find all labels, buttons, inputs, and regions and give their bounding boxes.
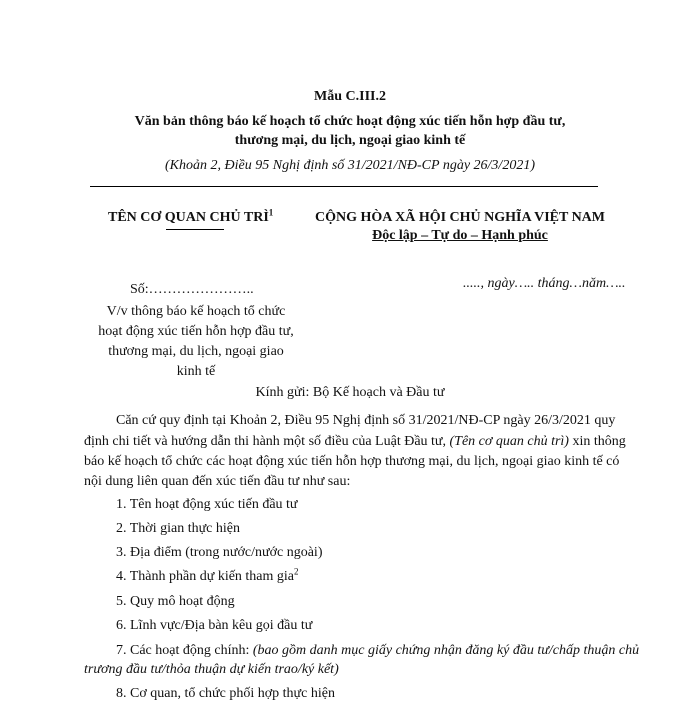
intro-line4: nội dung liên quan đến xúc tiến đầu tư như sau: — [84, 474, 351, 489]
item-6: 6. Lĩnh vực/Địa bàn kêu gọi đầu tư — [116, 618, 313, 633]
intro-line2-tail: xin thông — [568, 434, 626, 449]
item-7-note-line1: (bao gồm danh mục giấy chứng nhận đăng ký đầu tư/chấp thuận chủ — [252, 643, 640, 658]
subject-line1: V/v thông báo kế hoạch tổ chức — [106, 304, 286, 319]
subject-block — [84, 302, 308, 382]
header-divider — [90, 186, 598, 187]
org-name-block — [108, 207, 274, 226]
item-8: 8. Cơ quan, tổ chức phối hợp thực hiện — [116, 686, 335, 701]
subject-line3: thương mại, du lịch, ngoại giao — [108, 344, 284, 359]
item-2: 2. Thời gian thực hiện — [116, 521, 240, 536]
item-4-text: 4. Thành phần dự kiến tham gia — [116, 569, 295, 584]
subject-line2: hoạt động xúc tiến hỗn hợp đầu tư, — [98, 324, 294, 339]
recipient: Kính gửi: Bộ Kế hoạch và Đầu tư — [255, 385, 445, 400]
item-4 — [116, 567, 299, 587]
date-line: ....., ngày….. tháng…năm….. — [463, 276, 626, 291]
intro-line2 — [84, 432, 626, 452]
document-title-line1: Văn bản thông báo kế hoạch tổ chức hoạt động xúc tiến hỗn hợp đầu tư, — [134, 114, 566, 129]
footnote-ref-1: 1 — [268, 207, 274, 218]
org-name: TÊN CƠ QUAN CHỦ TRÌ — [108, 210, 269, 225]
item-5: 5. Quy mô hoạt động — [116, 594, 235, 609]
national-motto: CỘNG HÒA XÃ HỘI CHỦ NGHĨA VIỆT NAM — [314, 210, 605, 225]
intro-org-placeholder: (Tên cơ quan chủ trì) — [449, 434, 569, 449]
intro-line3: báo kế hoạch tổ chức các hoạt động xúc tiến hỗn hợp thương mại, du lịch, ngoại giao kinh tế có — [84, 454, 620, 469]
footnote-ref-2: 2 — [294, 566, 299, 577]
document-number: Số:………………….. — [130, 282, 254, 297]
national-slogan: Độc lập – Tự do – Hạnh phúc — [372, 228, 548, 243]
form-code: Mẫu C.III.2 — [314, 89, 386, 104]
legal-basis: (Khoản 2, Điều 95 Nghị định số 31/2021/NĐ-CP ngày 26/3/2021) — [165, 158, 535, 173]
intro-line2-text: định chi tiết và hướng dẫn thi hành một số điều của Luật Đầu tư, — [84, 434, 450, 449]
document-title-line2: thương mại, du lịch, ngoại giao kinh tế — [234, 133, 466, 148]
item-7-note-line2: trương đầu tư/thỏa thuận dự kiến trao/ký kết) — [84, 662, 339, 677]
item-3: 3. Địa điểm (trong nước/nước ngoài) — [116, 545, 323, 560]
item-7-label: 7. Các hoạt động chính: — [116, 643, 253, 658]
item-1: 1. Tên hoạt động xúc tiến đầu tư — [116, 497, 298, 512]
item-7 — [116, 641, 639, 661]
org-underline — [166, 229, 224, 230]
subject-line4: kinh tế — [176, 364, 216, 379]
intro-line1: Căn cứ quy định tại Khoản 2, Điều 95 Nghị định số 31/2021/NĐ-CP ngày 26/3/2021 quy — [116, 413, 616, 428]
